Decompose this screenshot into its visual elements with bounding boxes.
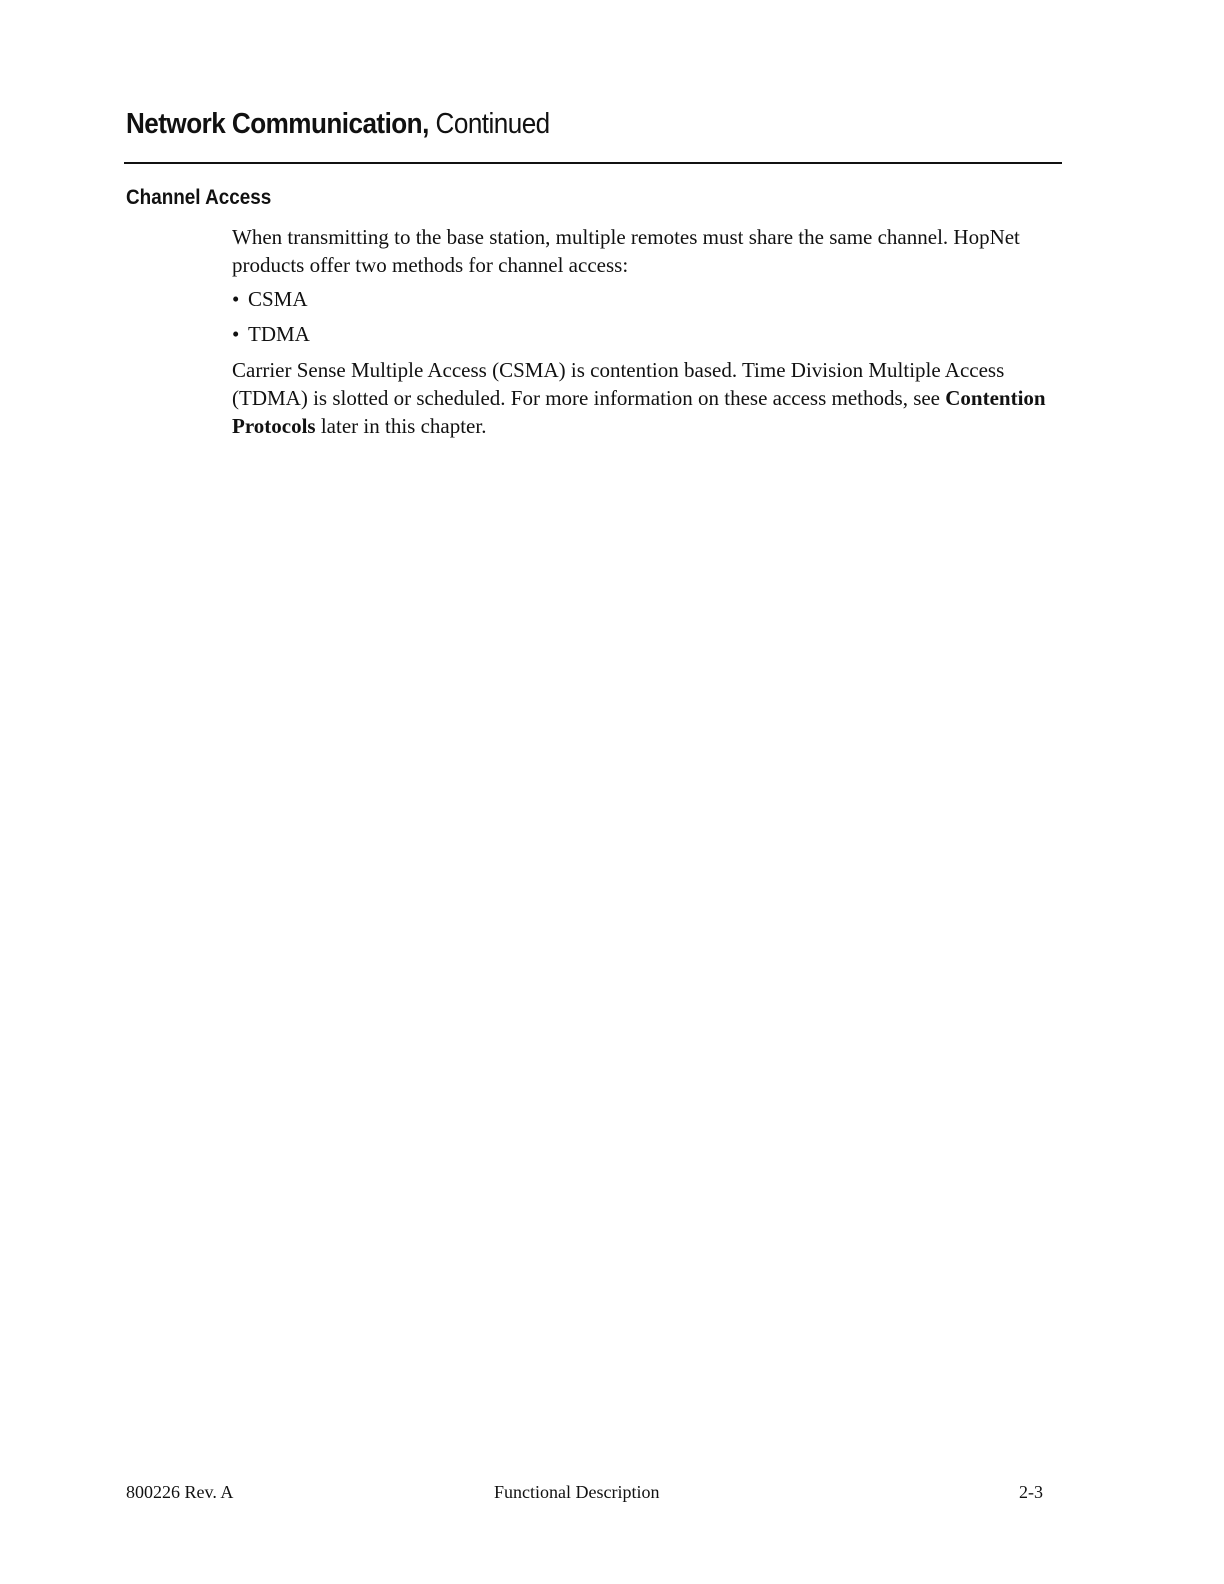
footer-page-number: 2-3 [1019, 1482, 1043, 1502]
page-title-main: Network Communication, [126, 108, 429, 140]
paragraph-details [232, 356, 1062, 440]
page-title-continued: Continued [435, 108, 550, 140]
page-title [126, 104, 550, 144]
section-heading: Channel Access [126, 186, 272, 209]
list-item [232, 320, 1062, 348]
access-method-list [232, 285, 1062, 348]
list-item-label: CSMA [248, 287, 308, 311]
list-item-label: TDMA [248, 322, 310, 346]
footer-chapter-title: Functional Description [494, 1482, 660, 1502]
list-item [232, 285, 1062, 313]
paragraph-details-tail: later in this chapter. [320, 414, 487, 438]
paragraph-details-text: Carrier Sense Multiple Access (CSMA) is contention based. Time Division Multiple Access (TDMA) is slotted or scheduled. For more information on these access methods, see [232, 358, 1005, 410]
paragraph-intro: When transmitting to the base station, multiple remotes must share the same channel. HopNet products offer two methods for channel access: [232, 225, 1020, 277]
bullet-icon: • [232, 322, 240, 346]
footer-doc-number: 800226 Rev. A [126, 1482, 234, 1502]
bullet-icon: • [232, 287, 240, 311]
title-divider [124, 162, 1062, 164]
section-body [232, 223, 1062, 440]
cross-reference: Contention Protocols [232, 386, 1046, 438]
